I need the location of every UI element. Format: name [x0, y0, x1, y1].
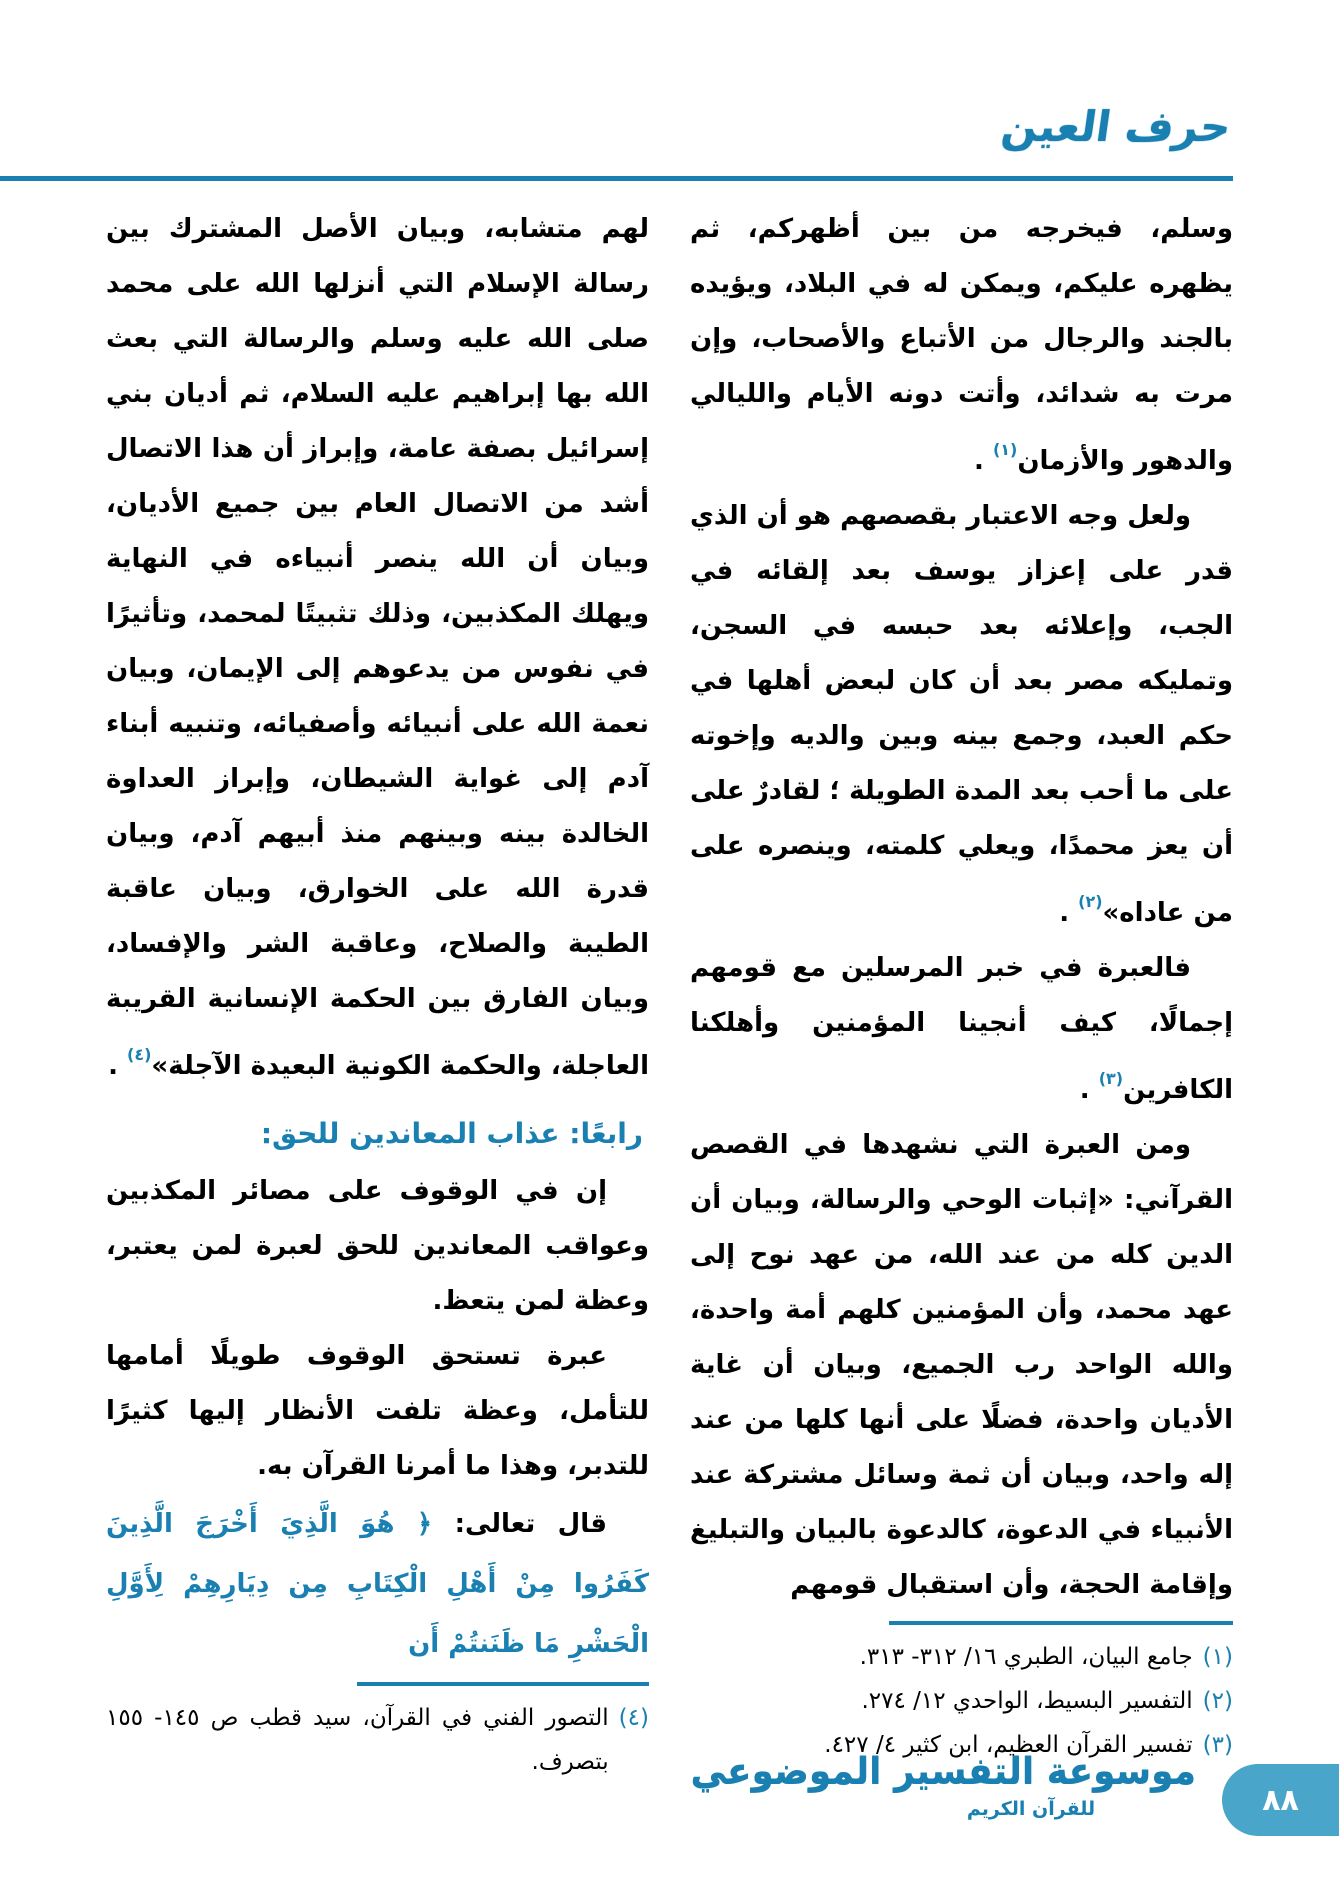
footnote-marker: (٤): [618, 1705, 649, 1731]
footnote-text: جامع البيان، الطبري ١٦/ ٣١٢- ٣١٣.: [859, 1644, 1193, 1670]
footnote-ref: (١): [992, 440, 1018, 459]
footnote-list: [106, 1696, 649, 1784]
body-text: .: [974, 446, 993, 476]
paragraph: [106, 1329, 649, 1494]
footnote-text: تفسير القرآن العظيم، ابن كثير ٤/ ٤٢٧.: [824, 1732, 1193, 1758]
footnote-marker: (٣): [1202, 1732, 1233, 1758]
paragraph: [690, 941, 1233, 1118]
footnote: [106, 1696, 649, 1784]
body-text: إن في الوقوف على مصائر المكذبين وعواقب المعاندين للحق لعبرة لمن يعتبر، وعظة لمن يتعظ.: [106, 1176, 649, 1316]
body-text: ولعل وجه الاعتبار بقصصهم هو أن الذي قدر على إعزاز يوسف بعد إلقائه في الجب، وإعلائه بعد حبسه في السجن، وتمليكه مصر بعد أن كان لبعض أهلها في حكم العبد، وجمع بينه وبين والديه وإخوته على ما أحب بعد المدة الطويلة ؛ لقادرٌ على أن يعز محمدًا، ويعلي كلمته، وينصره على من عاداه»: [690, 501, 1233, 928]
body-text: .: [108, 1051, 128, 1081]
section-heading: رابعًا: عذاب المعاندين للحق:: [260, 1117, 643, 1150]
page-number: ٨٨: [1262, 1782, 1299, 1818]
paragraph: [106, 202, 649, 1094]
footnote-separator: [889, 1621, 1233, 1625]
page-number-badge: [1222, 1764, 1339, 1836]
footnotes-block-left: [106, 1674, 649, 1784]
body-text: قال تعالى:: [432, 1509, 607, 1539]
header-rule: [0, 176, 1233, 181]
footnote-ref: (٣): [1098, 1069, 1124, 1088]
footnote-ref: (٢): [1078, 892, 1103, 911]
footnote-marker: (١): [1202, 1644, 1233, 1670]
body-text: ومن العبرة التي نشهدها في القصص القرآني: «إثبات الوحي والرسالة، وبيان أن الدين كله من عند الله، من عهد نوح إلى عهد محمد، وأن المؤمنين كلهم أمة واحدة، والله الواحد رب الجميع، وبيان أن غاية الأديان واحدة، فضلًا على أنها كلها من عند إله واحد، وبيان أن ثمة وسائل مشتركة عند الأنبياء في الدعوة، كالدعوة بالبيان والتبليغ وإقامة الحجة، وأن استقبال قومهم: [690, 1130, 1233, 1600]
body-text: فالعبرة في خبر المرسلين مع قومهم إجمالًا، كيف أنجينا المؤمنين وأهلكنا الكافرين: [690, 953, 1233, 1105]
footnote: [690, 1635, 1233, 1679]
footnotes-block-right: [690, 1613, 1233, 1767]
body-text: وسلم، فيخرجه من بين أظهركم، ثم يظهره عليكم، ويمكن له في البلاد، ويؤيده بالجند والرجال من الأتباع والأصحاب، وإن مرت به شدائد، وأتت دونه الأيام والليالي والدهور والأزمان: [690, 214, 1233, 476]
body-text: .: [1059, 898, 1079, 928]
publisher-logo-title: موسوعة التفسير الموضوعي: [690, 1751, 1196, 1792]
footnote-separator: [357, 1682, 649, 1686]
footnote-text: التفسير البسيط، الواحدي ١٢/ ٢٧٤.: [861, 1688, 1193, 1714]
footnote-list: [690, 1635, 1233, 1767]
publisher-logo-subtitle: للقرآن الكريم: [966, 1798, 1096, 1820]
column-left: [106, 202, 649, 1775]
paragraph: [690, 202, 1233, 489]
footnote-marker: (٢): [1202, 1688, 1233, 1714]
body-text: عبرة تستحق الوقوف طويلًا أمامها للتأمل، وعظة تلفت الأنظار إليها كثيرًا للتدبر، وهذا ما أمرنا القرآن به.: [106, 1341, 649, 1481]
column-right: [690, 202, 1233, 1758]
footnote: [690, 1679, 1233, 1723]
publisher-logo: [690, 1750, 1196, 1820]
paragraph: [690, 1118, 1233, 1613]
body-text: لهم متشابه، وبيان الأصل المشترك بين رسالة الإسلام التي أنزلها الله على محمد صلى الله عليه وسلم والرسالة التي بعث الله بها إبراهيم عليه السلام، ثم أديان بني إسرائيل بصفة عامة، وإبراز أن هذا الاتصال أشد من الاتصال العام بين جميع الأديان، وبيان أن الله ينصر أنبياءه في النهاية ويهلك المكذبين، وذلك تثبيتًا لمحمد، وتأثيرًا في نفوس من يدعوهم إلى الإيمان، وبيان نعمة الله على أنبيائه وأصفيائه، وتنبيه أبناء آدم إلى غواية الشيطان، وإبراز العداوة الخالدة بينه وبينهم منذ أبيهم آدم، وبيان قدرة الله على الخوارق، وبيان عاقبة الطيبة والصلاح، وعاقبة الشر والإفساد، وبيان الفارق بين الحكمة الإنسانية القريبة العاجلة، والحكمة الكونية البعيدة الآجلة»: [106, 214, 649, 1081]
footnote-text: التصور الفني في القرآن، سيد قطب ص ١٤٥- ١٥٥ بتصرف.: [106, 1705, 609, 1775]
quran-verse-text: ﴿ هُوَ الَّذِيَ أَخْرَجَ الَّذِينَ كَفَرُوا مِنْ أَهْلِ الْكِتَابِ مِن دِيَارِهِمْ لِأَوَّلِ الْحَشْرِ مَا ظَنَنتُمْ أَن: [106, 1509, 649, 1659]
paragraph: [690, 489, 1233, 941]
chapter-header-title: حرف العين: [998, 102, 1235, 151]
body-text: .: [1079, 1075, 1099, 1105]
footnote-ref: (٤): [127, 1045, 152, 1064]
quran-verse-paragraph: [106, 1494, 649, 1674]
paragraph: [106, 1164, 649, 1329]
